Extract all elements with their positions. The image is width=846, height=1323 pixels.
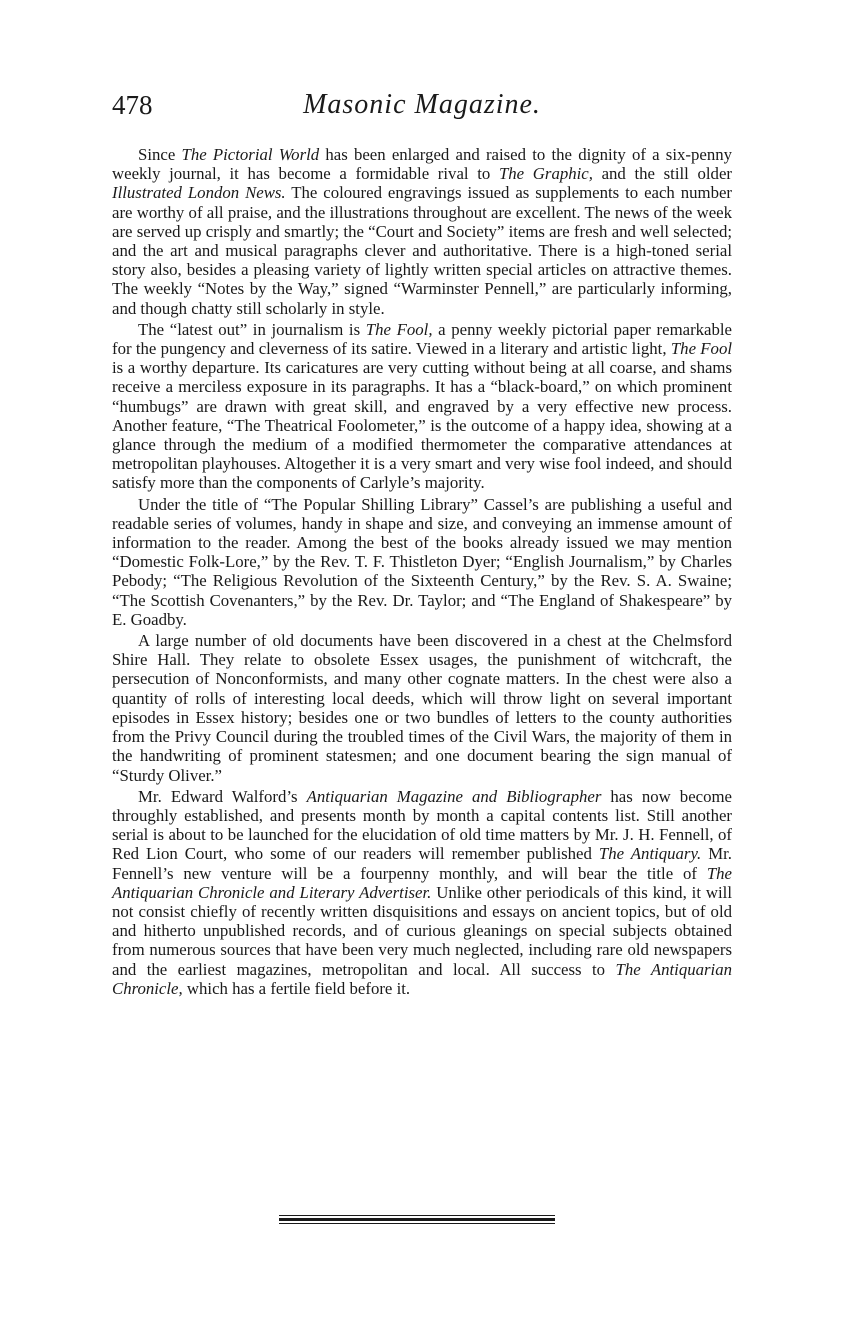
paragraph [112,631,732,785]
text-run: and the still older [592,164,732,184]
italic-title: Antiquarian Magazine and Bibliographer [306,786,602,806]
text-run: has now become throughly established, and presents month by month a capital contents list. Still another serial is about to be launched for the elucidation of old time matters by Mr. J. H. Fennell, of Red Lion Court, who some of our readers will remember published [112,786,732,864]
text-run: Mr. Edward Walford’s [138,786,307,806]
text-run: The coloured engravings issued as supplements to each number are worthy of all praise, and the illustrations throughout are excellent. The news of the week are served up crisply and smartly; the “Court and Society” items are fresh and well selected; and the art and musical paragraphs clever and authoritative. There is a high-toned serial story also, besides a pleasing variety of lightly written special articles on attractive themes. The weekly “Notes by the Way,” signed “Warminster Pennell,” are particularly informing, and though chatty still scholarly in style. [112,183,732,318]
text-run: A large number of old documents have been discovered in a chest at the Chelmsford Shire Hall. They relate to obsolete Essex usages, the punishment of witchcraft, the persecution of Nonconformists, and many other cognate matters. In the chest were also a quantity of rolls of interesting local deeds, which will throw light on several important episodes in Essex history; besides one or two bundles of letters to the county authorities from the Privy Council during the troubled times of the Civil Wars, the majority of them in the handwriting of prominent statesmen; and one document bearing the sign manual of “Sturdy Oliver.” [112,631,732,785]
text-run: which has a fertile field before it. [182,978,411,998]
page-header [112,88,732,128]
italic-title: The Antiquarian Chronicle, [112,959,732,998]
rule-line-middle [279,1218,555,1221]
italic-title: The Antiquarian Chronicle and Literary Advertiser. [112,863,732,902]
rule-line-top [279,1215,555,1216]
text-run: Under the title of “The Popular Shilling Library” Cassel’s are publishing a useful and readable series of volumes, handy in shape and size, and conveying an immense amount of information to the reader. Among the best of the books already issued we may mention “Domestic Folk-Lore,” by the Rev. T. F. Thistleton Dyer; “English Journalism,” by Charles Pebody; “The Religious Revolution of the Sixteenth Century,” by the Rev. S. A. Swaine; “The Scottish Covenanters,” by the Rev. Dr. Taylor; and “The England of Shakespeare” by E. Goadby. [112,494,732,629]
page-number: 478 [112,90,153,120]
text-run: Unlike other periodicals of this kind, it will not consist chiefly of recently written disquisitions and essays on ancient topics, but of old and hitherto unpublished records, and of curious gleanings on special subjects obtained from numerous sources that have been very much neglected, including rare old newspapers and the earliest magazines, metropolitan and local. All success to [112,882,732,979]
text-run: Mr. Fennell’s new venture will be a fourpenny monthly, and will bear the title of [112,844,732,883]
paragraph [112,145,732,318]
italic-title: The Pictorial World [181,145,320,164]
article-body [112,145,732,998]
text-run: Since [138,145,182,164]
italic-title: The Antiquary. [598,844,702,864]
italic-title: The Fool [670,339,732,359]
paragraph [112,320,732,493]
italic-title: Illustrated London News. [112,183,286,203]
text-run: The “latest out” in journalism is [138,319,366,339]
rule-line-bottom [279,1223,555,1224]
paragraph [112,787,732,998]
paragraph [112,495,732,629]
italic-title: The Graphic, [498,164,593,184]
running-title: Masonic Magazine. [303,89,541,120]
text-run: a penny weekly pictorial paper remarkable for the pungency and cleverness of its satire. Viewed in a literary and artistic light, [112,319,732,359]
text-run: is a worthy departure. Its caricatures are very cutting without being at all coarse, and shams receive a merciless exposure in its paragraphs. It has a “black-board,” on which prominent “humbugs” are drawn with great skill, and engraved by a very effective new process. Another feature, “The Theatrical Foolometer,” is the outcome of a happy idea, showing at a glance through the medium of a modified thermometer the comparative attendances at metropolitan playhouses. Altogether it is a very smart and very wise fool indeed, and should satisfy more than the components of Carlyle’s majority. [112,358,732,493]
italic-title: The Fool, [365,319,433,339]
text-run: has been enlarged and raised to the dignity of a six-penny weekly journal, it has become a formidable rival to [112,145,732,184]
section-end-rule [279,1215,555,1224]
